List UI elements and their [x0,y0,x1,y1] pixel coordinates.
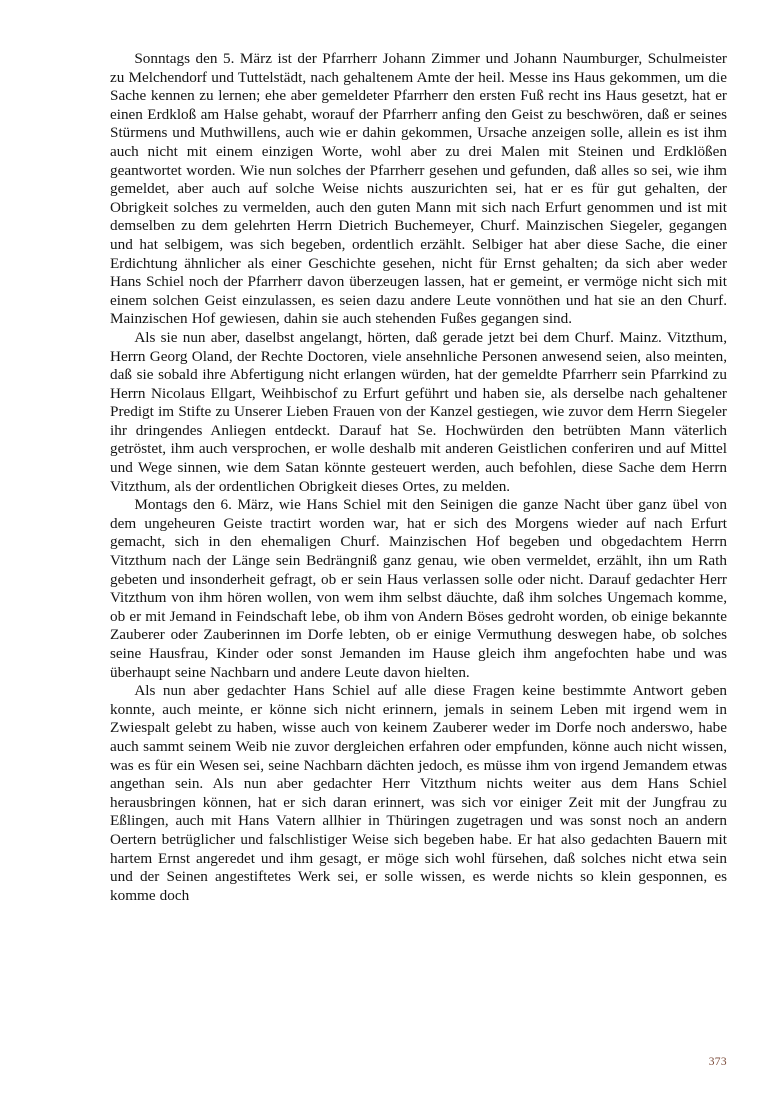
body-paragraph-4: Als nun aber gedachter Hans Schiel auf alle diese Fragen keine bestimmte Antwort geben konnte, auch meinte, er könne sich nicht erinnern, jemals in seinem Leben mit irgend wem in Zwiespalt gelebt zu haben, wisse auch von keinem Zauberer weder im Dorfe noch anderswo, habe auch sammt seinem Weib nie zuvor dergleichen erfahren oder empfunden, könne auch nicht wissen, was es für ein Wesen sei, seine Nachbarn dächten jedoch, es müsse ihm von irgend Jemandem etwas angethan sein. Als nun aber gedachter Herr Vitzthum nichts weiter aus dem Hans Schiel herausbringen können, hat er sich daran erinnert, was sich vor einiger Zeit mit der Jungfrau zu Eßlingen, auch mit Hans Vatern allhier in Thüringen zugetragen und was sonst noch an andern Oertern betrüglicher und falschlistiger Weise sich begeben habe. Er hat also gedachten Bauern mit hartem Ernst angeredet und ihm gesagt, er möge sich wohl fürsehen, daß solches nicht etwa sein und der Seinen angestiftetes Werk sei, er solle wissen, es werde nichts so klein gesponnen, es komme doch [110,682,727,904]
body-paragraph-1: Sonntags den 5. März ist der Pfarrherr Johann Zimmer und Johann Naumburger, Schulmeister zu Melchendorf und Tuttelstädt, nach gehaltenem Amte der heil. Messe ins Haus gekommen, um die Sache kennen zu lernen; ehe aber gemeldeter Pfarrherr den ersten Fuß recht ins Haus gesetzt, hat er einen Erdkloß am Halse gehabt, worauf der Pfarrherr anfing den Geist zu beschwören, daß er seines Stürmens und Muthwillens, auch wie er dahin gekommen, Ursache anzeigen solle, allein es ist ihm auch nicht mit einem einzigen Worte, wohl aber zu drei Malen mit Steinen und Erdklößen geantwortet worden. Wie nun solches der Pfarrherr gesehen und gefunden, daß alles so sei, wie ihm gemeldet, aber auch auf solche Weise nichts auszurichten sei, hat er es für gut gehalten, der Obrigkeit solches zu vermelden, auch den guten Mann mit sich nach Erfurt genommen und ist mit demselben zu dem gelehrten Herrn Dietrich Buchemeyer, Churf. Mainzischen Siegeler, gegangen und hat selbigem, was sich begeben, ordentlich erzählt. Selbiger hat aber diese Sache, die einer Erdichtung ähnlicher als einer Geschichte gesehen, nicht für Ernst gehalten; da sich aber weder Hans Schiel noch der Pfarrherr davon überzeugen lassen, hat er gemeint, er vermöge nicht sich mit einem solchen Geist einzulassen, es seien dazu andere Leute vonnöthen und hat sie an den Churf. Mainzischen Hof gewiesen, dahin sie auch stehenden Fußes gegangen sind. [110,50,727,328]
page-number: 373 [708,1056,727,1068]
text-block [110,50,727,905]
body-paragraph-2: Als sie nun aber, daselbst angelangt, hörten, daß gerade jetzt bei dem Churf. Mainz. Vitzthum, Herrn Georg Oland, der Rechte Doctoren, viele ansehnliche Personen anwesend seien, also meinten, daß sie sobald ihre Abfertigung nicht erlangen würden, hat der gemeldte Pfarrherr sein Pfarrkind zu Herrn Nicolaus Ellgart, Weihbischof zu Erfurt geführt und haben sie, als derselbe nach gehaltener Predigt im Stifte zu Unserer Lieben Frauen von der Kanzel gestiegen, wie zuvor dem Herrn Siegeler ihr dringendes Anliegen entdeckt. Darauf hat Se. Hochwürden den betrübten Mann väterlich getröstet, ihm auch versprochen, er wolle deshalb mit anderen Geistlichen conferiren und auf Mittel und Wege sinnen, wie dem Satan könnte gesteuert werden, auch befohlen, diese Sache dem Herrn Vitzthum, als der ordentlichen Obrigkeit dieses Ortes, zu melden. [110,328,727,495]
body-paragraph-3: Montags den 6. März, wie Hans Schiel mit den Seinigen die ganze Nacht über ganz übel von dem ungeheuren Geiste tractirt worden war, hat er sich des Morgens wieder auf nach Erfurt gemacht, sich in den ehemaligen Churf. Mainzischen Hof begeben und obgedachtem Herrn Vitzthum nach der Länge sein Bedrängniß ganz genau, wie oben vermeldet, erzählt, ihn um Rath gebeten und insonderheit gefragt, ob er sein Haus verlassen solle oder nicht. Darauf gedachter Herr Vitzthum von ihm hören wollen, von wem ihm selbst däuchte, daß ihm solches Ungemach komme, ob er mit Jemand in Feindschaft lebe, ob ihm von Andern Böses gedroht worden, ob einige bekannte Zauberer oder Zauberinnen im Dorfe lebten, ob er einige Vermuthung deswegen habe, ob solches seine Hausfrau, Kinder oder sonst Jemanden im Hause gleich ihm angefochten habe und was überhaupt seine Nachbarn und andere Leute davon hielten. [110,496,727,681]
